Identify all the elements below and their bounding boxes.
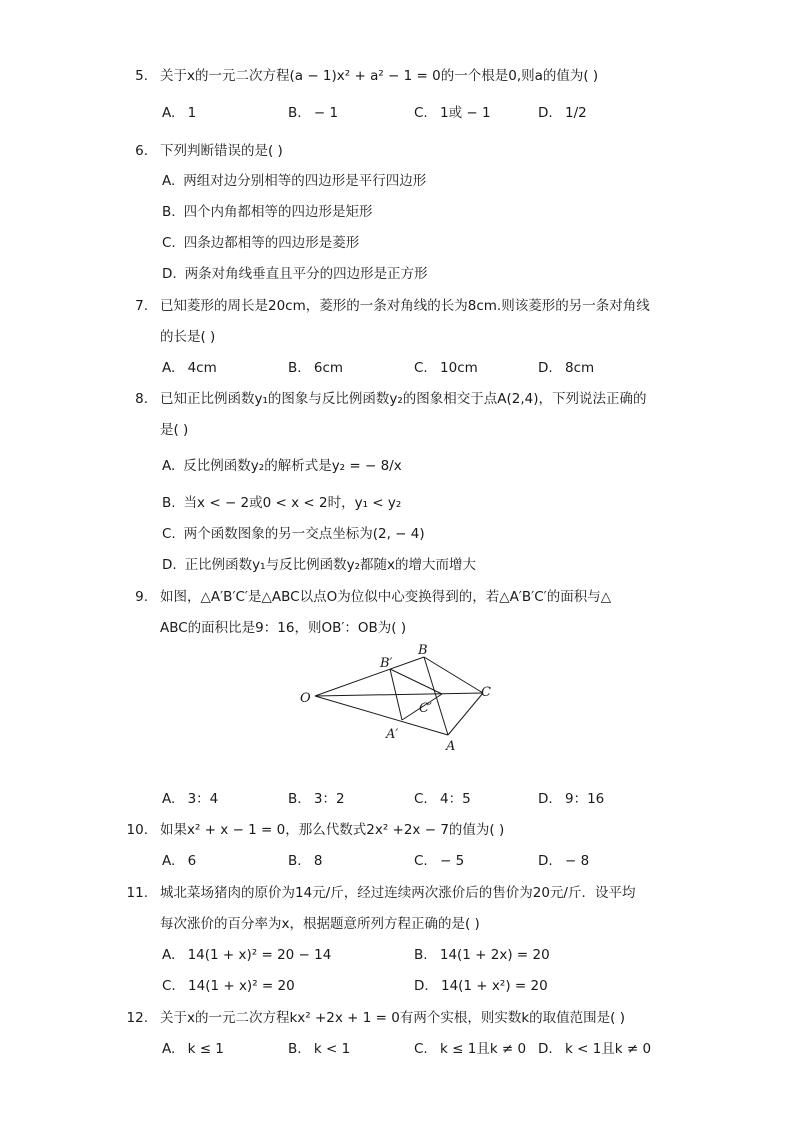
option-a [162, 851, 196, 871]
question-stem: 如果x² + x − 1 = 0，那么代数式2x² +2x − 7的值为( ) [160, 822, 505, 838]
option-b [288, 358, 343, 378]
option-value: 8 [313, 853, 323, 869]
option-letter: C. [414, 105, 428, 121]
question-stem-continued: 每次涨价的百分率为x，根据题意所列方程正确的是( ) [160, 916, 480, 932]
option-c [414, 1039, 526, 1059]
line-ob [315, 657, 424, 696]
option-a [162, 358, 217, 378]
option-c [414, 358, 478, 378]
side-ca [448, 693, 483, 735]
question-stem: 已知正比例函数y₁的图象与反比例函数y₂的图象相交于点A(2,4)，下列说法正确的 [160, 391, 647, 407]
option-letter: D. [162, 266, 177, 282]
option-b [162, 493, 401, 513]
option-value: − 8 [564, 853, 590, 869]
question-stem: 下列判断错误的是( ) [160, 143, 283, 159]
option-letter: B. [288, 1041, 302, 1057]
option-letter: B. [162, 495, 176, 511]
question-number: 12. [126, 1010, 148, 1026]
option-letter: C. [162, 235, 176, 251]
option-letter: B. [288, 360, 302, 376]
option-a [162, 456, 402, 476]
question-number: 9. [135, 589, 148, 605]
option-value: 14(1 + 2x) = 20 [439, 947, 550, 963]
option-letter: D. [538, 853, 553, 869]
option-value: 3：2 [313, 791, 345, 807]
option-value: 14(1 + x)² = 20 [188, 978, 295, 994]
option-value: 1或 − 1 [440, 105, 491, 121]
option-b [288, 103, 338, 123]
label-a: A [446, 739, 456, 754]
option-c [414, 103, 491, 123]
option-letter: B. [414, 947, 428, 963]
option-value: 四条边都相等的四边形是菱形 [183, 235, 360, 251]
option-value: 14(1 + x)² = 20 − 14 [187, 947, 332, 963]
option-value: k < 1且k ≠ 0 [564, 1041, 652, 1057]
question-number: 5. [135, 68, 148, 84]
line-oc [315, 693, 483, 696]
option-value: 6 [187, 853, 197, 869]
option-d [538, 103, 587, 123]
option-letter: C. [162, 526, 176, 542]
side-b1c1 [390, 669, 442, 694]
option-d [538, 358, 594, 378]
option-value: − 1 [313, 105, 339, 121]
option-letter: A. [162, 360, 176, 376]
option-value: 两个函数图象的另一交点坐标为(2, − 4) [183, 526, 425, 542]
label-o: O [300, 691, 311, 706]
option-letter: C. [414, 791, 428, 807]
option-value: 6cm [313, 360, 344, 376]
option-c [162, 976, 295, 996]
option-value: 8cm [564, 360, 595, 376]
option-letter: A. [162, 105, 176, 121]
option-letter: A. [162, 458, 176, 474]
question-number: 11. [126, 885, 148, 901]
option-c [414, 789, 471, 809]
option-a [162, 171, 426, 191]
option-letter: D. [538, 105, 553, 121]
similar-triangles-figure [296, 640, 496, 760]
option-value: 两条对角线垂直且平分的四边形是正方形 [184, 266, 428, 282]
option-letter: A. [162, 1041, 176, 1057]
question-number: 6. [135, 143, 148, 159]
option-letter: A. [162, 173, 176, 189]
option-value: k ≤ 1 [187, 1041, 224, 1057]
option-value: k ≤ 1且k ≠ 0 [440, 1041, 527, 1057]
question-stem-continued: 是( ) [160, 422, 189, 438]
option-value: 当x < − 2或0 < x < 2时，y₁ < y₂ [183, 495, 402, 511]
question-stem: 关于x的一元二次方程kx² +2x + 1 = 0有两个实根，则实数k的取值范围是( ) [160, 1010, 625, 1026]
option-letter: D. [414, 978, 429, 994]
label-c: C [481, 685, 491, 700]
question-number: 7. [135, 298, 148, 314]
option-value: 反比例函数y₂的解析式是y₂ = − 8/x [183, 458, 402, 474]
option-b [288, 851, 322, 871]
option-letter: D. [162, 557, 177, 573]
option-a [162, 1039, 224, 1059]
option-d [414, 976, 548, 996]
question-stem: 已知菱形的周长是20cm，菱形的一条对角线的长为8cm.则该菱形的另一条对角线 [160, 298, 650, 314]
option-letter: C. [162, 978, 176, 994]
option-c [414, 851, 464, 871]
option-value: 正比例函数y₁与反比例函数y₂都随x的增大而增大 [184, 557, 476, 573]
side-ab [424, 657, 448, 735]
question-stem: 关于x的一元二次方程(a − 1)x² + a² − 1 = 0的一个根是0,则a的值为( ) [160, 68, 599, 84]
question-stem: 城北菜场猪肉的原价为14元/斤，经过连续两次涨价后的售价为20元/斤．设平均 [160, 885, 636, 901]
option-c [162, 524, 425, 544]
option-letter: C. [414, 1041, 428, 1057]
label-a-prime: A′ [386, 727, 399, 742]
option-value: 4cm [187, 360, 217, 376]
option-d [538, 851, 589, 871]
option-letter: A. [162, 853, 176, 869]
option-letter: B. [288, 105, 302, 121]
option-d [538, 789, 604, 809]
option-letter: B. [288, 853, 302, 869]
option-value: 1/2 [564, 105, 587, 121]
option-d [162, 555, 476, 575]
option-value: 9：16 [564, 791, 605, 807]
option-letter: C. [414, 360, 428, 376]
label-b: B [418, 643, 428, 658]
question-stem: 如图，△A′B′C′是△ABC以点O为位似中心变换得到的，若△A′B′C′的面积与△ [160, 589, 612, 605]
option-d [162, 264, 428, 284]
option-d [538, 1039, 651, 1059]
option-letter: A. [162, 947, 176, 963]
option-value: 14(1 + x²) = 20 [440, 978, 548, 994]
option-letter: A. [162, 791, 176, 807]
question-number: 8. [135, 391, 148, 407]
option-value: 10cm [440, 360, 478, 376]
option-value: 4：5 [440, 791, 471, 807]
option-a [162, 103, 196, 123]
option-b [288, 789, 345, 809]
option-c [162, 233, 359, 253]
option-value: k < 1 [313, 1041, 351, 1057]
question-stem-continued: ABC的面积比是9：16，则OB′：OB为( ) [160, 620, 407, 636]
option-b [414, 945, 550, 965]
side-bc [424, 657, 483, 693]
option-a [162, 789, 218, 809]
option-letter: B. [162, 204, 176, 220]
question-stem-continued: 的长是( ) [160, 329, 216, 345]
label-b-prime: B′ [380, 656, 393, 671]
option-value: 四个内角都相等的四边形是矩形 [183, 204, 373, 220]
option-b [288, 1039, 350, 1059]
option-value: 两组对边分别相等的四边形是平行四边形 [183, 173, 427, 189]
option-letter: D. [538, 1041, 553, 1057]
option-b [162, 202, 373, 222]
option-letter: B. [288, 791, 302, 807]
option-value: 3：4 [187, 791, 219, 807]
question-number: 10. [126, 822, 148, 838]
label-c-prime: C′ [419, 701, 432, 716]
option-letter: D. [538, 360, 553, 376]
option-value: 1 [187, 105, 197, 121]
option-a [162, 945, 331, 965]
option-value: − 5 [440, 853, 465, 869]
option-letter: C. [414, 853, 428, 869]
option-letter: D. [538, 791, 553, 807]
